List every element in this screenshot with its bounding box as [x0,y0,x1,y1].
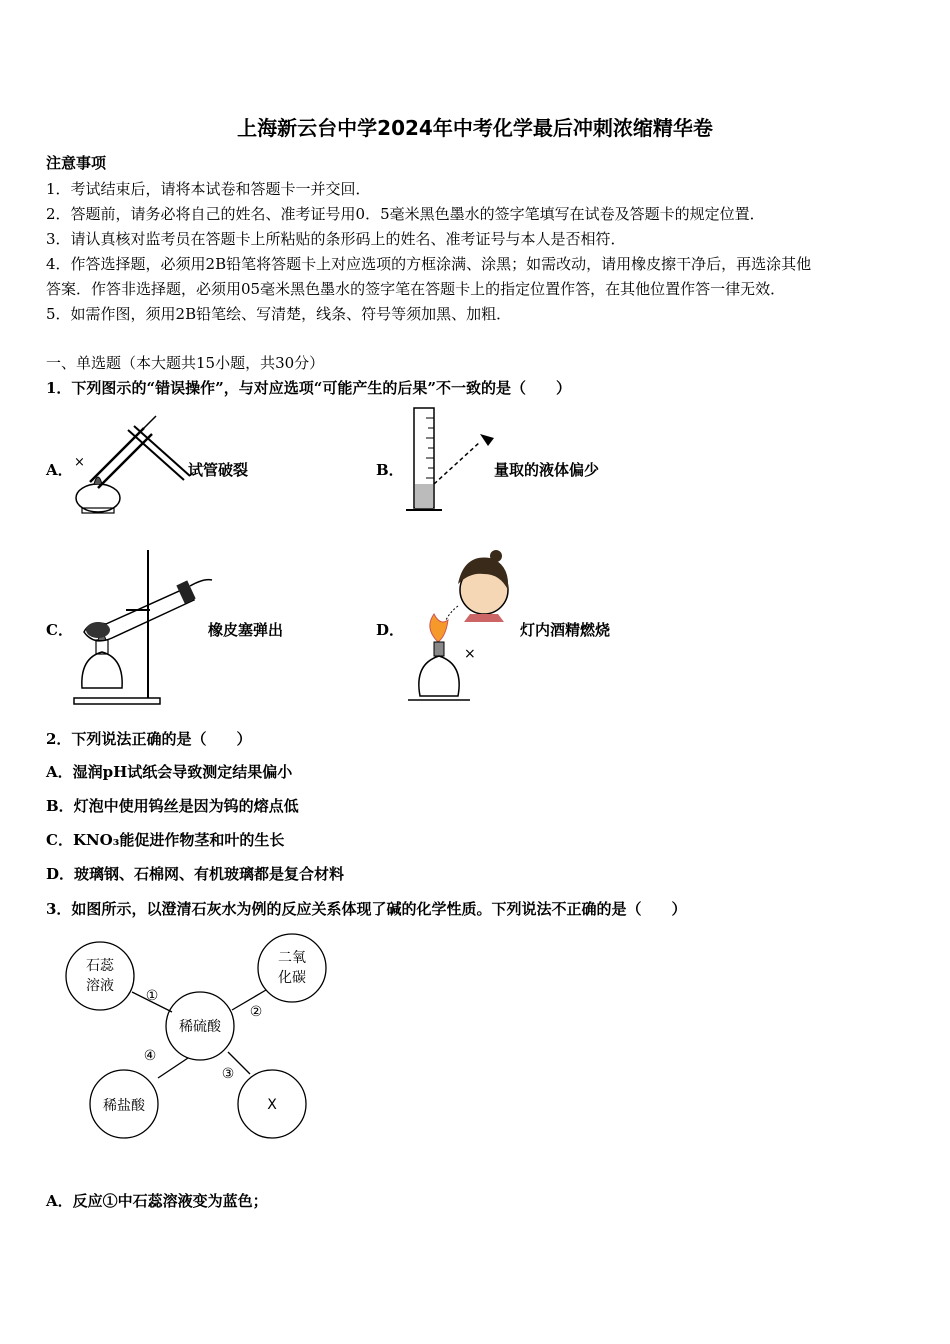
notice-item-4-cont: 答案．作答非选择题，必须用05毫米黑色墨水的签字笔在答题卡上的指定位置作答，在其他位置作答一律无效． [46,280,786,298]
q1-option-d-letter: D． [376,621,405,639]
q2-option-d: D．玻璃钢、石棉网、有机玻璃都是复合材料 [46,865,345,883]
node-co2-line2: 化碳 [278,970,306,986]
q1-option-a-letter: A． [46,461,73,479]
q2-option-b: B．灯泡中使用钨丝是因为钨的熔点低 [46,797,299,815]
notice-item-4: 4．作答选择题，必须用2B铅笔将答题卡上对应选项的方框涂满、涂黑；如需改动，请用橡皮擦干净后，再选涂其他 [46,255,812,273]
node-co2 [258,934,326,1002]
node-center-label: 稀硫酸 [179,1019,221,1035]
node-litmus [66,942,134,1010]
notice-item-1: 1．考试结束后，请将本试卷和答题卡一并交回． [46,180,371,198]
q1-option-d-caption: 灯内酒精燃烧 [520,621,611,639]
q1-figure-a [68,410,188,516]
q1-option-b-caption: 量取的液体偏少 [494,461,600,479]
q1-option-c-caption: 橡皮塞弹出 [208,621,284,639]
reaction-3-label: ③ [221,1066,235,1082]
node-x-label: X [267,1097,277,1113]
q1-figure-c [70,548,216,708]
q3-option-a: A．反应①中石蕊溶液变为蓝色； [46,1192,268,1210]
q1-figure-b [404,404,504,514]
node-co2-line1: 二氧 [278,950,306,966]
q2-option-c: C．KNO₃能促进作物茎和叶的生长 [46,831,285,849]
q1-figure-d [404,540,514,710]
q2-option-a: A．湿润pH试纸会导致测定结果偏小 [46,763,293,781]
q2-stem: 2．下列说法正确的是（ ） [46,730,252,748]
node-hcl-label: 稀盐酸 [103,1098,145,1114]
q1-option-c-letter: C． [46,621,73,639]
page-title: 上海新云台中学2024年中考化学最后冲刺浓缩精华卷 [237,116,713,140]
notice-item-2: 2．答题前，请务必将自己的姓名、准考证号用0．5毫米黑色墨水的签字笔填写在试卷及答题卡的规定位置． [46,205,765,223]
notice-item-3: 3．请认真核对监考员在答题卡上所粘贴的条形码上的姓名、准考证号与本人是否相符． [46,230,626,248]
q1-stem: 1．下列图示的“错误操作”，与对应选项“可能产生的后果”不一致的是（ ） [46,379,571,397]
notice-heading: 注意事项 [46,154,107,172]
q1-option-b-letter: B． [376,461,404,479]
node-litmus-line2: 溶液 [86,978,114,994]
q1-option-a-caption: 试管破裂 [188,461,249,479]
cross-mark-d: × [464,646,476,662]
q3-stem: 3．如图所示，以澄清石灰水为例的反应关系体现了碱的化学性质。下列说法不正确的是（ ） [46,900,687,918]
section-heading: 一、单选题（本大题共15小题，共30分） [46,354,325,372]
reaction-4-label: ④ [143,1048,157,1064]
node-litmus-line1: 石蕊 [86,958,114,974]
reaction-1-label: ① [145,988,159,1004]
q3-reaction-diagram [60,928,320,1148]
notice-item-5: 5．如需作图，须用2B铅笔绘、写清楚，线条、符号等须加黑、加粗． [46,305,512,323]
cross-mark-a: × [74,455,85,470]
reaction-2-label: ② [249,1004,263,1020]
